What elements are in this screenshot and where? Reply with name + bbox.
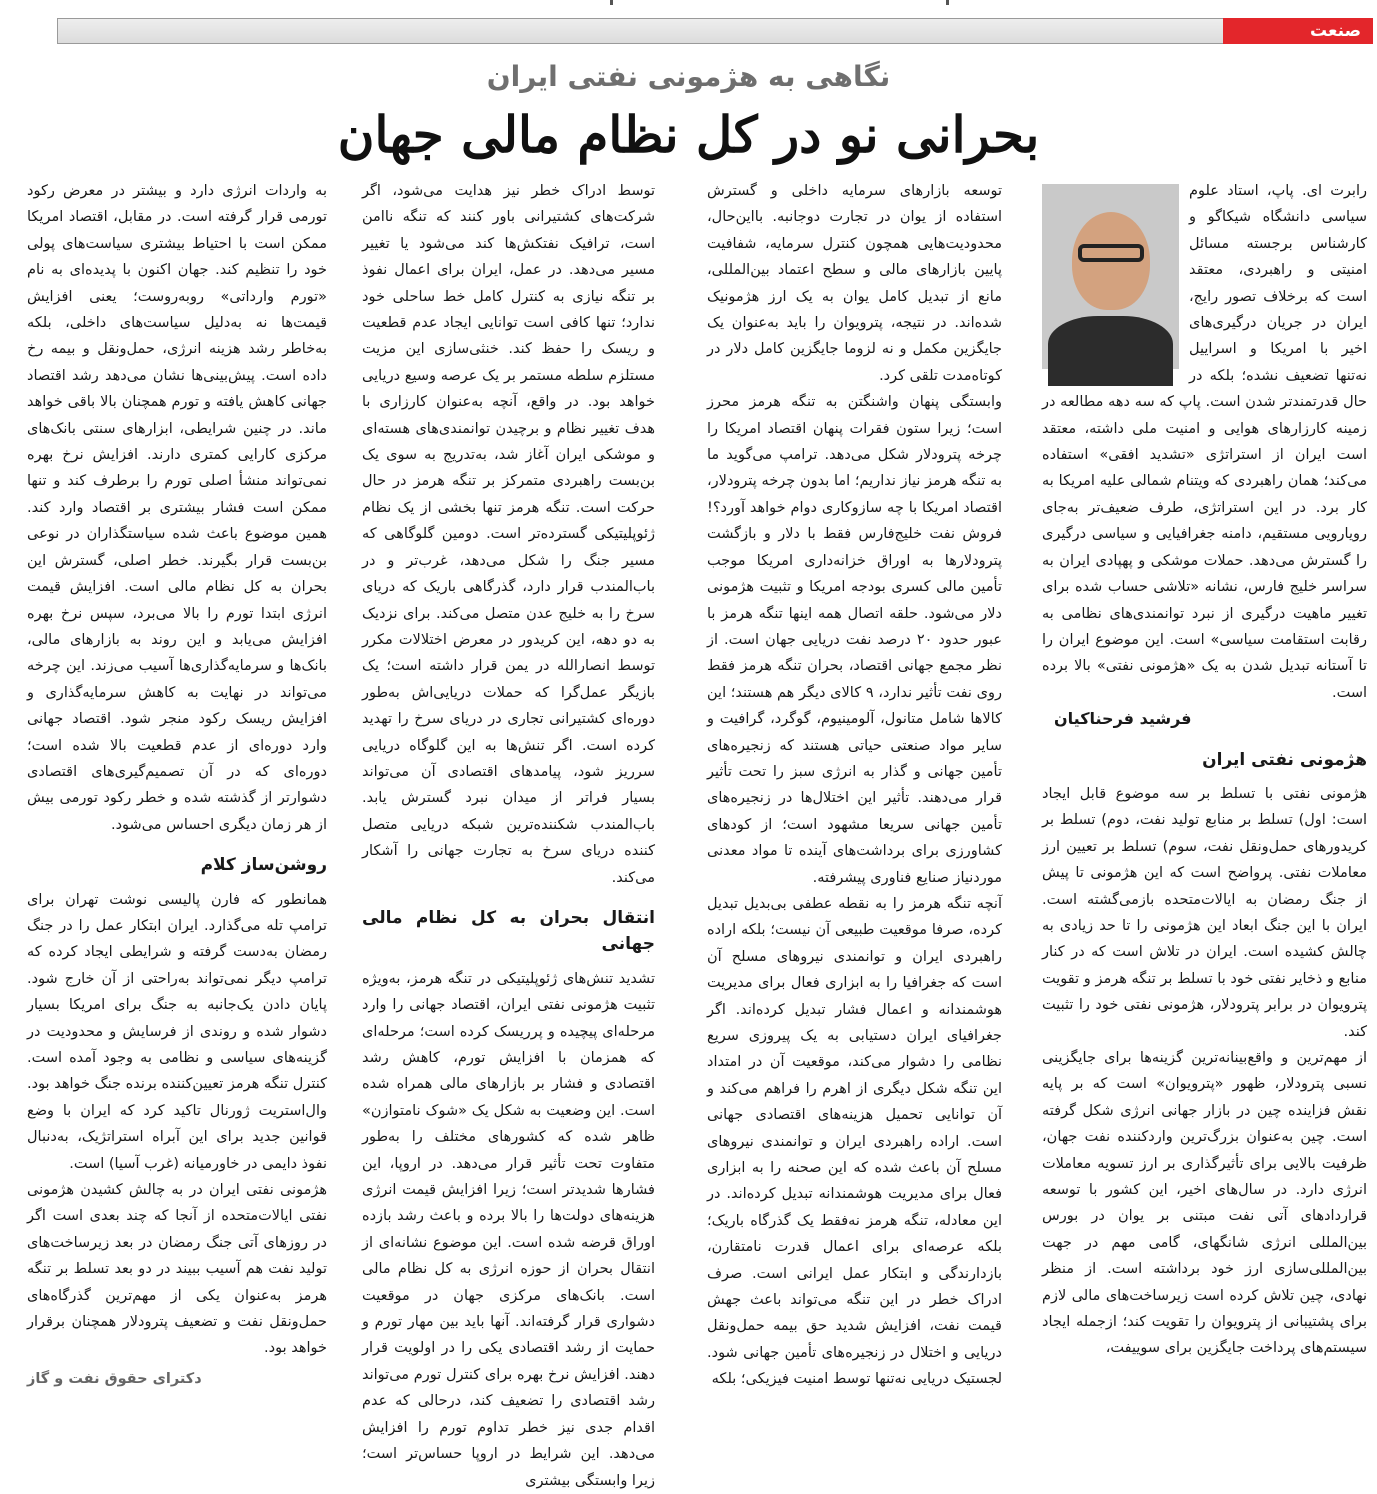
photo-glasses bbox=[1078, 244, 1144, 262]
top-trim-mark bbox=[610, 0, 613, 5]
column-2 bbox=[707, 178, 1002, 1388]
column-4 bbox=[27, 178, 327, 1387]
paragraph: به واردات انرژی دارد و بیشتر در معرض رکود تورمی قرار گرفته است. در مقابل، اقتصاد امریکا ممکن است با احتیاط بیشتری سیاست‌های پولی خود را تنظیم کند. جهان اکنون با پدیده‌ای به نام «تورم وارداتی» روبه‌روست؛ یعنی افزایش قیمت‌ها نه به‌دلیل سیاست‌های داخلی، بلکه به‌خاطر رشد هزینه انرژی، حمل‌ونقل و بیمه رخ داده است. پیش‌بینی‌ها نشان می‌دهد رشد اقتصاد جهانی کاهش یافته و تورم همچنان بالا باقی خواهد ماند. در چنین شرایطی، ابزارهای سنتی بانک‌های مرکزی کارایی کمتری دارند. افزایش نرخ بهره نمی‌تواند منشأ اصلی تورم را برطرف کند و تنها ممکن است فشار بیشتری بر اقتصاد وارد کند. همین موضوع باعث شده سیاستگذاران در نوعی بن‌بست قرار بگیرند. خطر اصلی، گسترش این بحران به کل نظام مالی است. افزایش قیمت انرژی ابتدا تورم را بالا می‌برد، سپس نرخ بهره افزایش می‌یابد و این روند به بازارهای مالی، بانک‌ها و سرمایه‌گذاری‌ها آسیب می‌زند. این چرخه می‌تواند در نهایت به کاهش سرمایه‌گذاری و افزایش ریسک رکود منجر شود. اقتصاد جهانی وارد دوره‌ای از عدم قطعیت بالا شده است؛ دوره‌ای که در آن تصمیم‌گیری‌های اقتصادی دشوارتر از گذشته شده و خطر رکود تورمی بیش از هر زمان دیگری احساس می‌شود. bbox=[27, 183, 327, 833]
kicker: نگاهی به هژمونی نفتی ایران bbox=[486, 60, 891, 93]
author-photo bbox=[1042, 184, 1179, 369]
column-1 bbox=[1042, 178, 1367, 1357]
column-3 bbox=[362, 178, 655, 1489]
paragraph: تشدید تنش‌های ژئوپلیتیکی در تنگه هرمز، به‌ویژه تثبیت هژمونی نفتی ایران، اقتصاد جهانی را وارد مرحله‌ای پیچیده و پرریسک کرده است؛ مرحله‌ای که همزمان با افزایش تورم، کاهش رشد اقتصادی و فشار بر بازارهای مالی همراه شده است. این وضعیت به شکل یک «شوک نامتوازن» ظاهر شده که کشورهای مختلف را به‌طور متفاوت تحت تأثیر قرار می‌دهد. در اروپا، این فشارها شدیدتر است؛ زیرا افزایش قیمت انرژی هزینه‌های دولت‌ها را بالا برده و باعث رشد بازده اوراق قرضه شده است. این موضوع نشانه‌ای از انتقال بحران از حوزه انرژی به کل نظام مالی است. بانک‌های مرکزی جهان در موقعیت دشواری قرار گرفته‌اند. آنها باید بین مهار تورم و حمایت از رشد اقتصادی یکی را در اولویت قرار دهند. افزایش نرخ بهره برای کنترل تورم می‌تواند رشد اقتصادی را تضعیف کند، درحالی که عدم اقدام جدی نیز خطر تداوم تورم را افزایش می‌دهد. این شرایط در اروپا حساس‌تر است؛ زیرا وابستگی بیشتری bbox=[362, 970, 655, 1489]
paragraph: توسط ادراک خطر نیز هدایت می‌شود، اگر شرکت‌های کشتیرانی باور کنند که تنگه ناامن است، ترافیک نفتکش‌ها کند می‌شود یا تغییر مسیر می‌دهد. در عمل، ایران برای اعمال نفوذ بر تنگه نیازی به کنترل کامل خط ساحلی خود ندارد؛ تنها کافی است توانایی ایجاد عدم قطعیت و ریسک را حفظ کند. خنثی‌سازی این مزیت مستلزم سلطه مستمر بر یک عرصه وسیع دریایی خواهد بود. در واقع، آنچه به‌عنوان کارزاری با هدف تغییر نظام و برچیدن توانمندی‌های هسته‌ای و موشکی ایران آغاز شد، به‌تدریج به سوی یک بن‌بست راهبردی متمرکز بر تنگه هرمز در حال حرکت است. تنگه هرمز تنها بخشی از یک نظام ژئوپلیتیکی گسترده‌تر است. دومین گلوگاهی که مسیر جنگ را شکل می‌دهد، غرب‌تر و در باب‌المندب قرار دارد، گذرگاهی باریک که دریای سرخ را به خلیج عدن متصل می‌کند. برای نزدیک به دو دهه، این کریدور در معرض اختلالات مکرر توسط انصارالله در یمن قرار داشته است؛ یک بازیگر عمل‌گرا که حملات دریایی‌اش به‌طور دوره‌ای کشتیرانی تجاری در دریای سرخ را تهدید کرده است. اگر تنش‌ها به این گلوگاه دریایی سرریز شود، پیامدهای اقتصادی آن می‌تواند بسیار فراتر از میدان نبرد گسترش یابد. باب‌المندب شکننده‌ترین شبکه دریایی متصل کننده دریای سرخ به تجارت جهانی را آشکار می‌کند. bbox=[362, 183, 655, 886]
subheading: روشن‌ساز کلام bbox=[200, 855, 327, 876]
paragraph: همانطور که فارن پالیسی نوشت تهران برای ترامپ تله می‌گذارد. ایران ابتکار عمل را در جنگ رمضان به‌دست گرفته و شرایطی ایجاد کرده که ترامپ دیگر نمی‌تواند به‌راحتی از آن خارج شود. پایان دادن یک‌جانبه به جنگ برای امریکا بسیار دشوار شده و روندی از فرسایش و محدودیت در گزینه‌های سیاسی و نظامی به وجود آمده است. کنترل تنگه هرمز تعیین‌کننده برنده جنگ خواهد بود. وال‌استریت ژورنال تاکید کرد که ایران با وضع قوانین جدید برای این آبراه استراتژیک، به‌دنبال نفوذ دایمی در خاورمیانه (غرب آسیا) است. bbox=[27, 891, 327, 1172]
author-name: فرشید فرحناکیان bbox=[1054, 709, 1192, 729]
top-trim bbox=[0, 0, 1377, 6]
photo-shirt bbox=[1048, 316, 1173, 386]
paragraph: وابستگی پنهان واشنگتن به تنگه هرمز محرز است؛ زیرا ستون فقرات پنهان اقتصاد امریکا را چرخه پترودلار شکل می‌دهد. ترامپ می‌گوید ما به تنگه هرمز نیاز نداریم؛ اما بدون چرخه پترودلار، اقتصاد امریکا با چه سازوکاری دوام خواهد آورد؟! فروش نفت خلیج‌فارس فقط با دلار و بازگشت پترودلارها به اوراق خزانه‌داری امریکا موجب تأمین مالی کسری بودجه امریکا و تثبیت هژمونی دلار می‌شود. حلقه اتصال همه اینها تنگه هرمز با عبور حدود ۲۰ درصد نفت دریایی جهان است. از نظر مجمع جهانی اقتصاد، بحران تنگه هرمز فقط روی نفت تأثیر ندارد، ۹ کالای دیگر هم هستند؛ این کالاها شامل متانول، آلومینیوم، گوگرد، گرافیت و سایر مواد صنعتی حیاتی هستند که زنجیره‌های تأمین جهانی و گذار به انرژی سبز را تحت تأثیر قرار می‌دهند. تأثیر این اختلال‌ها در زنجیره‌های تأمین جهانی سریعا مشهود است؛ از کودهای کشاورزی برای برداشت‌های آینده تا مواد معدنی موردنیاز صنایع فناوری پیشرفته. bbox=[707, 394, 1002, 886]
paragraph: توسعه بازارهای سرمایه داخلی و گسترش استفاده از یوان در تجارت دوجانبه. بااین‌حال، محدودیت‌هایی همچون کنترل سرمایه، شفافیت پایین بازارهای مالی و سطح اعتماد بین‌المللی، مانع از تبدیل کامل یوان به یک ارز هژمونیک شده‌اند. در نتیجه، پترویوان را باید به‌عنوان یک جایگزین مکمل و نه لزوما جایگزین کامل دلار در کوتاه‌مدت تلقی کرد. bbox=[707, 183, 1002, 384]
paragraph: هژمونی نفتی با تسلط بر سه موضوع قابل ایجاد است: اول) تسلط بر منابع تولید نفت، دوم) تسلط بر کریدورهای حمل‌ونقل نفت، سوم) تسلط بر تعیین ارز معاملات نفتی. پرواضح است که این هژمونی تا پیش از جنگ رمضان به ایالات‌متحده بازمی‌گشته است. ایران با این جنگ ابعاد این هژمونی را تا حد زیادی به چالش کشیده است. ایران در تلاش است که در کنار منابع و ذخایر نفتی خود با تسلط بر تنگه هرمز و تقویت پترویوان در برابر پترودلار، هژمونی نفتی خود را تثبیت کند. bbox=[1042, 785, 1367, 1040]
subheading: هژمونی نفتی ایران bbox=[1202, 749, 1367, 770]
headline: بحرانی نو در کل نظام مالی جهان bbox=[337, 105, 1040, 164]
paragraph: از مهم‌ترین و واقع‌بینانه‌ترین گزینه‌ها برای جایگزینی نسبی پترودلار، ظهور «پترویوان» است که بر پایه نقش فزاینده چین در بازار جهانی انرژی شکل گرفته است. چین به‌عنوان بزرگ‌ترین واردکننده نفت جهان، ظرفیت بالایی برای تأثیرگذاری بر ارز تسویه معاملات انرژی دارد. در سال‌های اخیر، این کشور با توسعه قراردادهای آتی نفت مبتنی بر یوان در بورس بین‌المللی انرژی شانگهای، گامی مهم در جهت بین‌المللی‌سازی ارز خود برداشته است. از منظر نهادی، چین تلاش کرده است زیرساخت‌های مالی لازم برای پشتیبانی از پترویوان را تقویت کند؛ ازجمله ایجاد سیستم‌های پرداخت جایگزین برای سوییفت، bbox=[1042, 1050, 1367, 1357]
signature: دکترای حقوق نفت و گاز bbox=[27, 1370, 202, 1387]
paragraph: هژمونی نفتی ایران در به چالش کشیدن هژمونی نفتی ایالات‌متحده از آنجا که چند بعدی است اگر در روزهای آتی جنگ رمضان در بعد زیرساخت‌های تولید نفت هم آسیب ببیند در دو بعد تسلط بر تنگه هرمز به‌عنوان یکی از مهم‌ترین گذرگاه‌های حمل‌ونقل نفت و تضعیف پترودلار همچنان برقرار خواهد بود. bbox=[27, 1182, 327, 1357]
paragraph: آنچه تنگه هرمز را به نقطه عطفی بی‌بدیل تبدیل کرده، صرفا موقعیت طبیعی آن نیست؛ بلکه اراده راهبردی ایران و توانمندی نیروهای مسلح آن است که جغرافیا را به ابزاری فعال برای مدیریت هوشمندانه و اعمال فشار تبدیل کرده‌اند. اگر جغرافیای ایران دستیابی به یک پیروزی سریع نظامی را دشوار می‌کند، موقعیت آن در امتداد این تنگه شکل دیگری از اهرم را فراهم می‌کند و آن توانایی تحمیل هزینه‌های اقتصادی جهانی است. اراده راهبردی ایران و توانمندی نیروهای مسلح آن باعث شده که این صحنه را به ابزاری فعال برای مدیریت هوشمندانه تبدیل کرده‌اند. در این معادله، تنگه هرمز نه‌فقط یک گذرگاه باریک؛ بلکه عرصه‌ای برای اعمال قدرت نامتقارن، بازدارندگی و ابتکار عمل ایرانی است. صرف ادراک خطر در این تنگه می‌تواند باعث جهش قیمت نفت، افزایش شدید حق بیمه حمل‌ونقل دریایی و اختلال در زنجیره‌های تأمین جهانی شود. لجستیک دریایی نه‌تنها توسط امنیت فیزیکی؛ بلکه bbox=[707, 895, 1002, 1388]
paragraph: رابرت ای. پاپ، استاد علوم سیاسی دانشگاه شیکاگو و کارشناس برجسته مسائل امنیتی و راهبردی، معتقد است که برخلاف تصور رایج، ایران در جریان درگیری‌های اخیر با امریکا و اسراییل نه‌تنها تضعیف نشده؛ بلکه در حال قدرتمندتر شدن است. پاپ که سه دهه مطالعه در زمینه کارزارهای هوایی و امنیت ملی داشته، معتقد است ایران از استراتژی «تشدید افقی» استفاده می‌کند؛ همان راهبردی که ویتنام شمالی علیه امریکا به کار برد. در این استراتژی، طرف ضعیف‌تر به‌جای رویارویی مستقیم، دامنه جغرافیایی و سیاسی درگیری را گسترش می‌دهد. حملات موشکی و پهپادی ایران به سراسر خلیج فارس، نشانه «تلاشی حساب شده برای تغییر ماهیت درگیری از نبرد توانمندی‌های نظامی به رقابت استقامت سیاسی» است. این موضوع ایران را تا آستانه تبدیل شدن به یک «هژمونی نفتی» بالا برده است. bbox=[1042, 183, 1367, 701]
top-trim-mark bbox=[946, 0, 949, 5]
section-tag: صنعت bbox=[1223, 18, 1373, 44]
subheading: انتقال بحران به کل نظام مالی جهانی bbox=[362, 907, 655, 955]
section-bar bbox=[57, 18, 1373, 44]
